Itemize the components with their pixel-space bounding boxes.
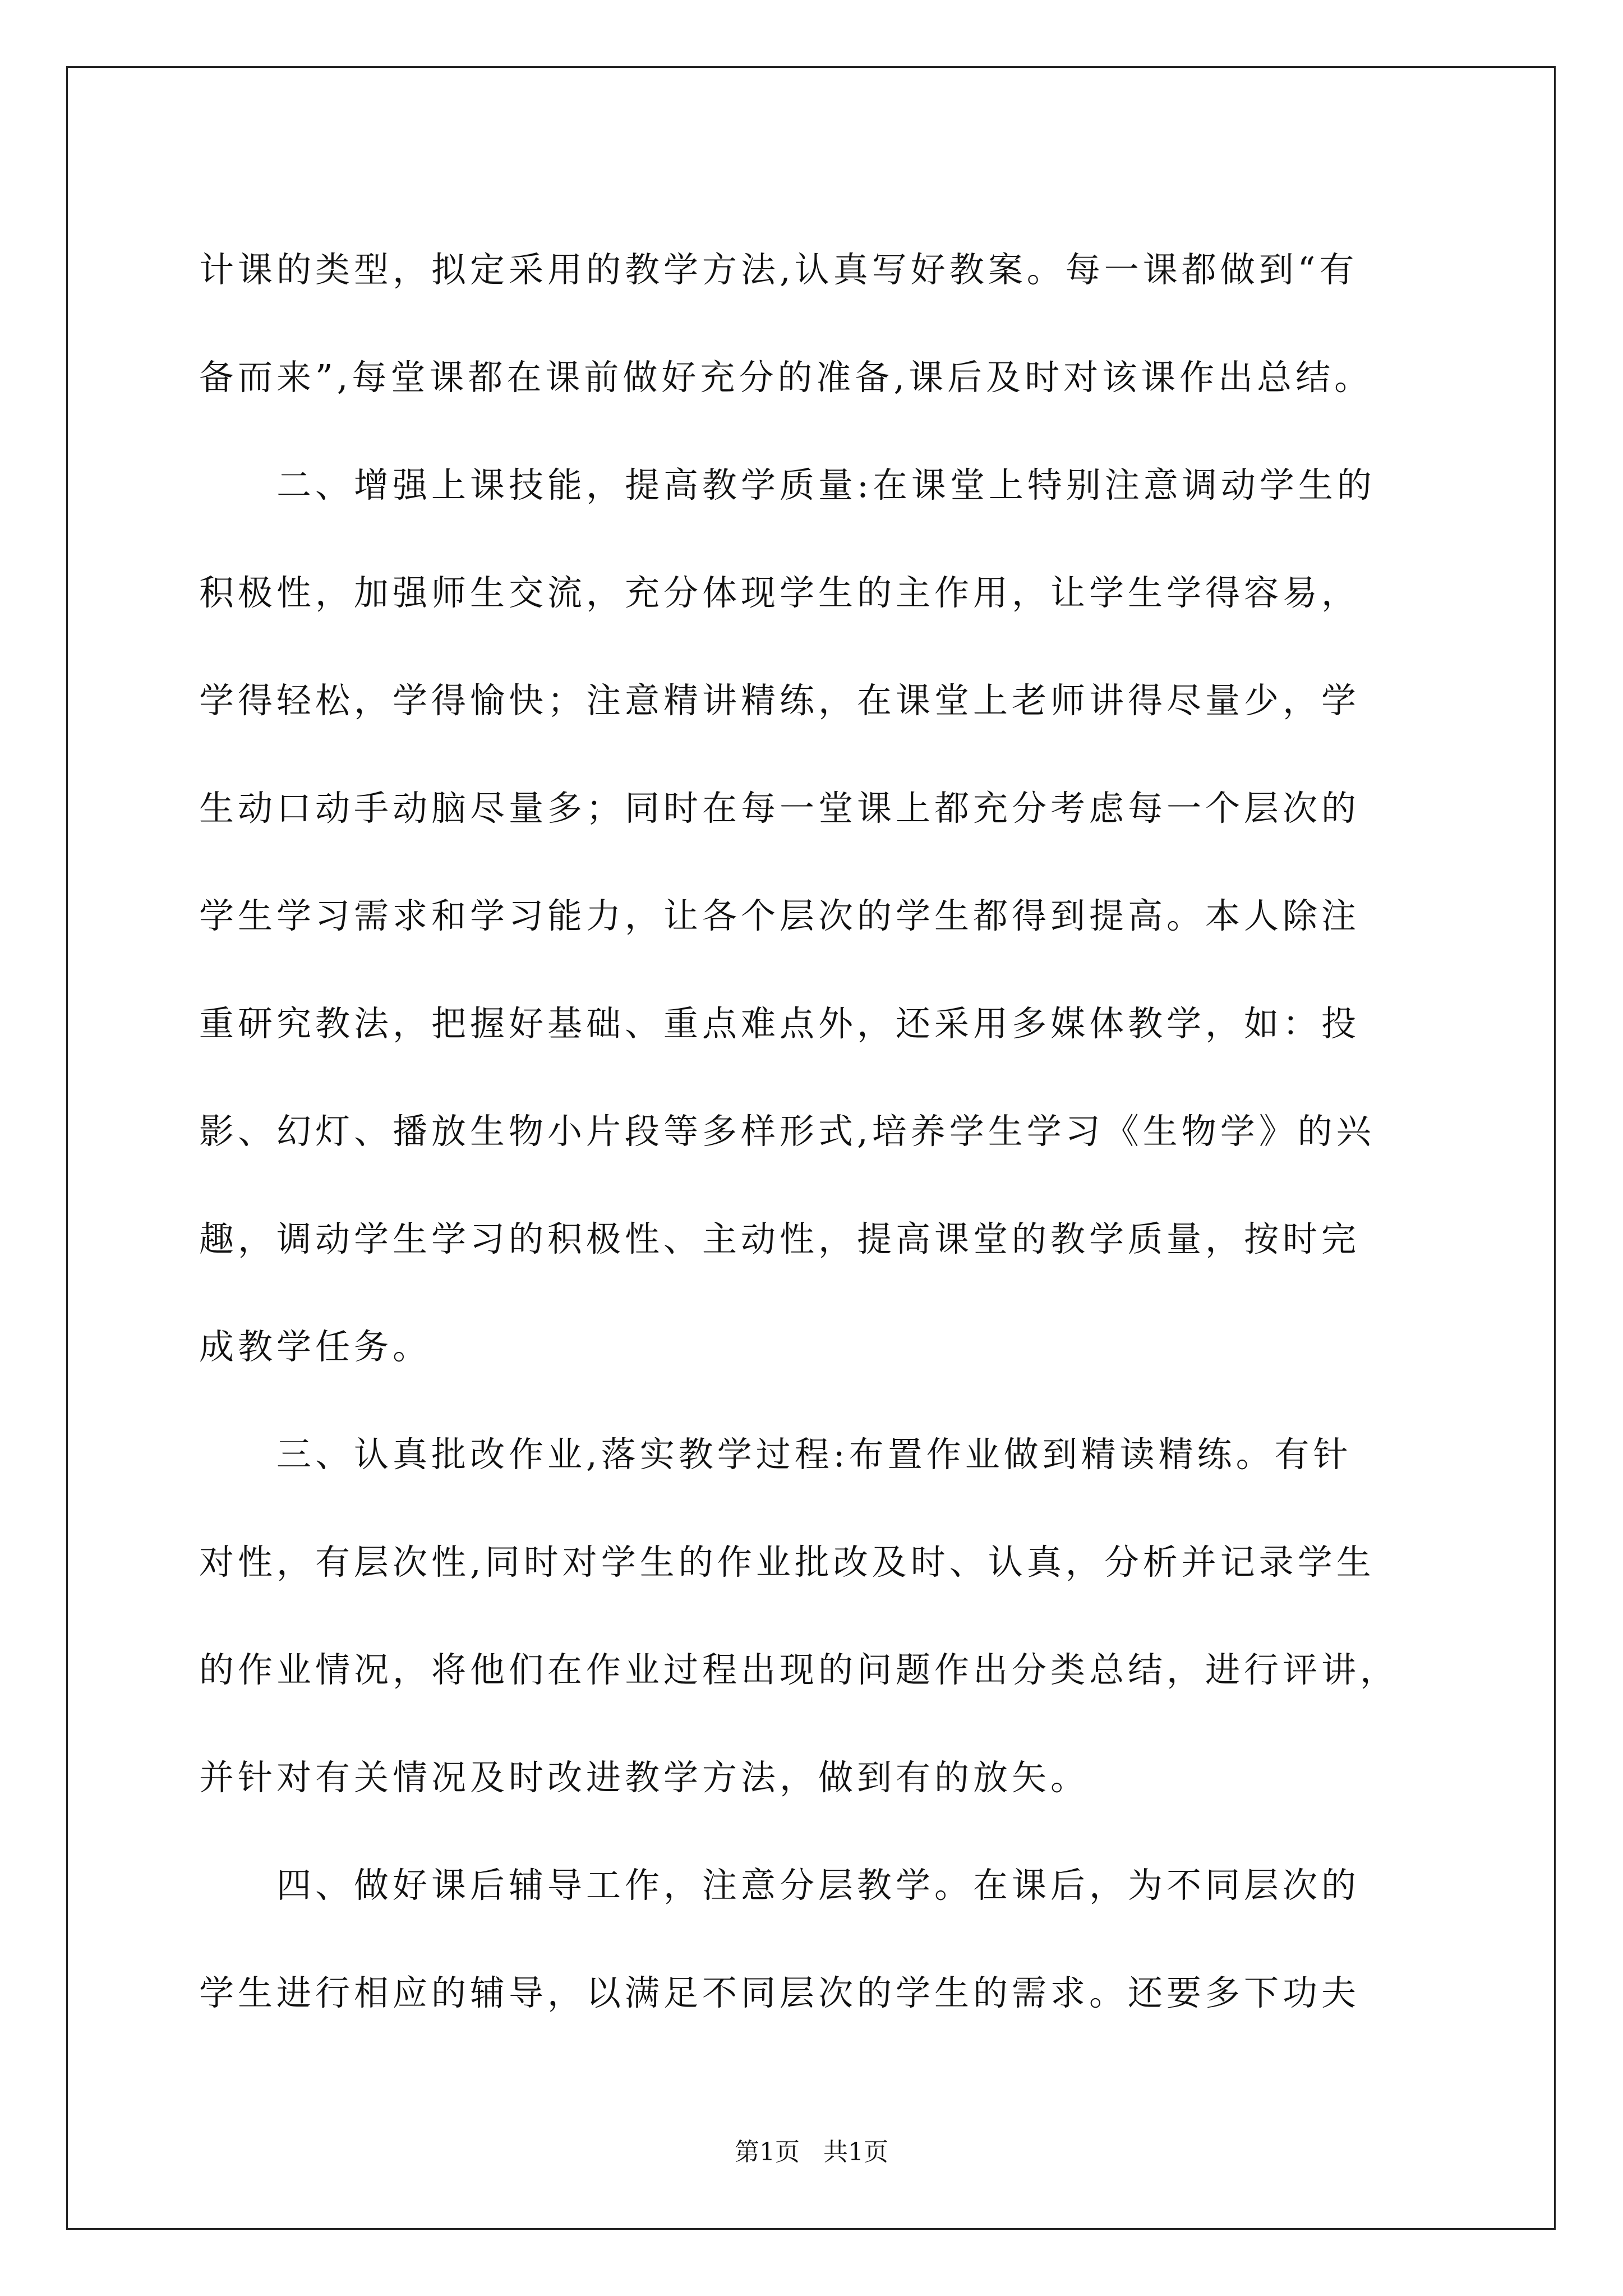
page-number-footer: 第1页 共1页 (735, 2138, 888, 2166)
text-line: 趣，调动学生学习的积极性、主动性，提高课堂的教学质量，按时完 (199, 1218, 1361, 1259)
text-line: 三、认真批改作业,落实教学过程:布置作业做到精读精练。有针 (199, 1434, 1352, 1475)
text-line: 积极性，加强师生交流，充分体现学生的主作用，让学生学得容易， (199, 572, 1361, 613)
text-line: 生动口动手动脑尽量多；同时在每一堂课上都充分考虑每一个层次的 (199, 788, 1361, 829)
text-line: 计课的类型，拟定采用的教学方法,认真写好教案。每一课都做到“有 (199, 249, 1358, 290)
text-line: 影、幻灯、播放生物小片段等多样形式,培养学生学习《生物学》的兴 (199, 1111, 1375, 1152)
text-line: 二、增强上课技能，提高教学质量:在课堂上特别注意调动学生的 (199, 464, 1376, 505)
text-line: 对性，有层次性,同时对学生的作业批改及时、认真，分析并记录学生 (199, 1542, 1375, 1582)
text-line: 重研究教法，把握好基础、重点难点外，还采用多媒体教学，如：投 (199, 1003, 1361, 1044)
text-line: 学生进行相应的辅导，以满足不同层次的学生的需求。还要多下功夫 (199, 1972, 1361, 2013)
text-line: 成教学任务。 (199, 1326, 432, 1367)
text-line: 的作业情况，将他们在作业过程出现的问题作出分类总结，进行评讲， (199, 1649, 1399, 1690)
text-line: 备而来”,每堂课都在课前做好充分的准备,课后及时对该课作出总结。 (199, 357, 1373, 398)
text-line: 四、做好课后辅导工作，注意分层教学。在课后，为不同层次的 (199, 1865, 1361, 1906)
text-line: 学生学习需求和学习能力，让各个层次的学生都得到提高。本人除注 (199, 895, 1361, 936)
text-line: 学得轻松，学得愉快；注意精讲精练，在课堂上老师讲得尽量少，学 (199, 680, 1361, 721)
document-body (199, 216, 1424, 2047)
text-line: 并针对有关情况及时改进教学方法，做到有的放矢。 (199, 1757, 1090, 1798)
